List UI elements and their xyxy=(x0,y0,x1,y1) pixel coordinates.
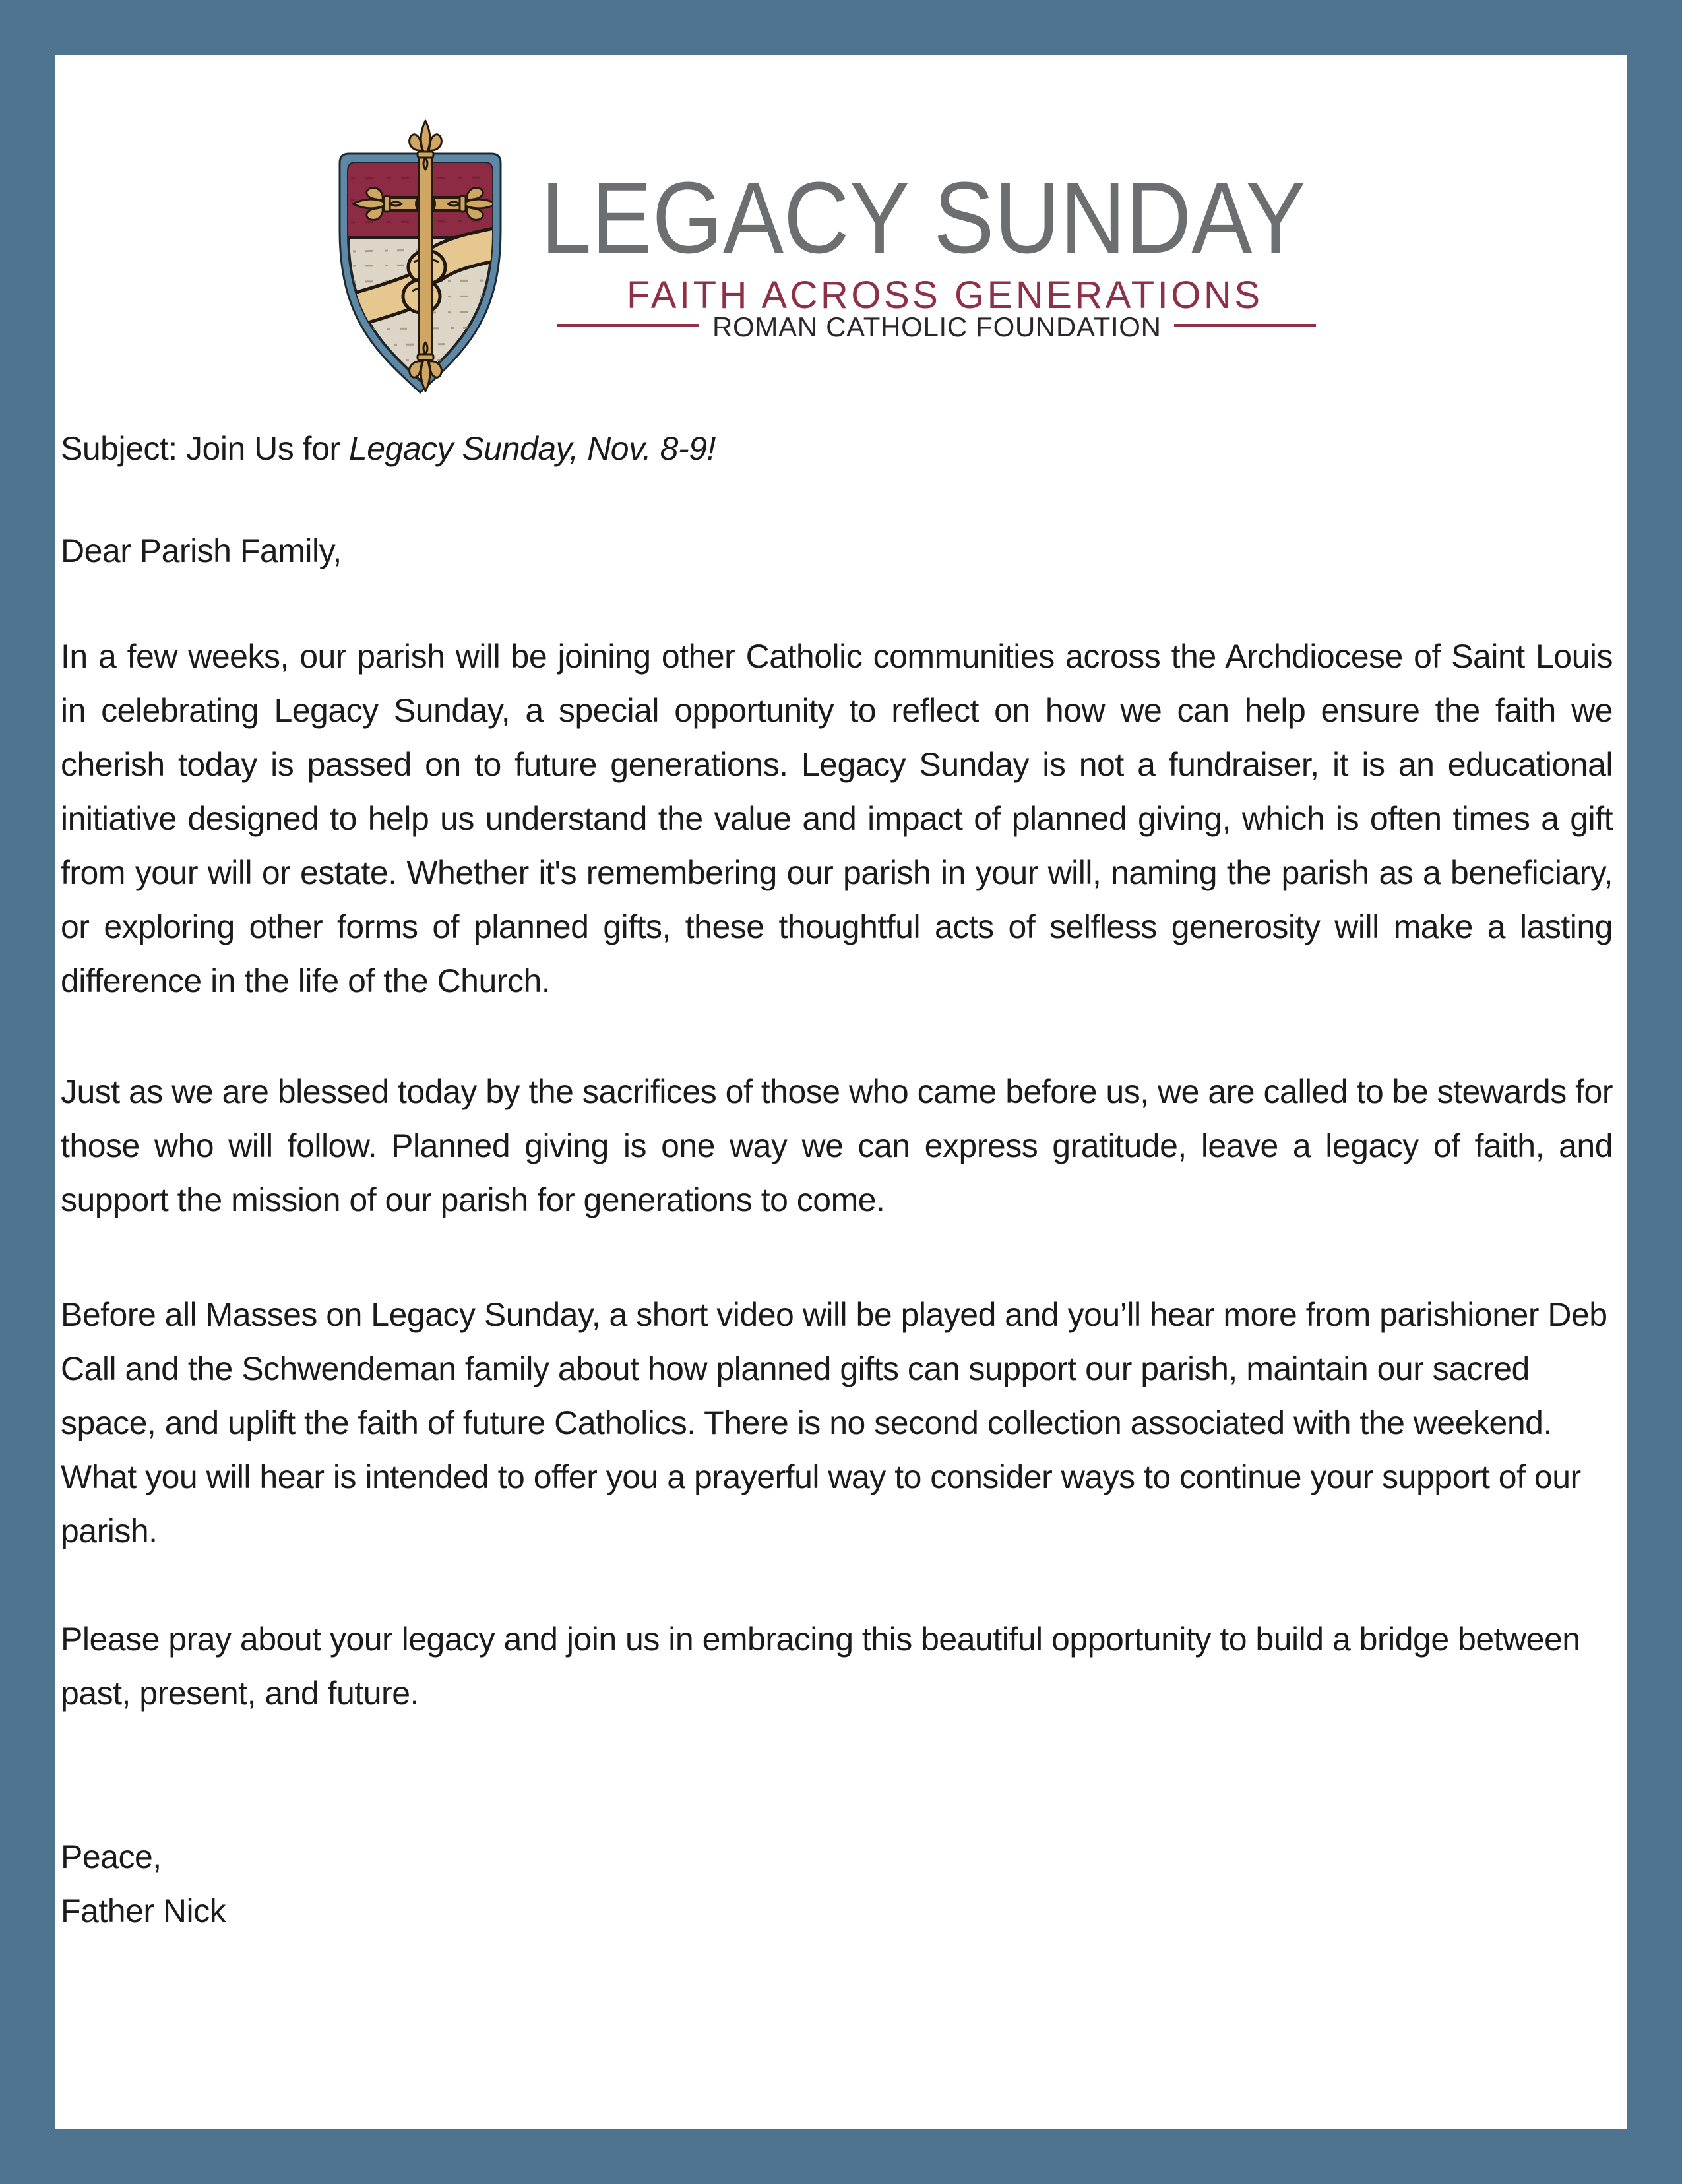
legacy-sunday-wordmark xyxy=(516,154,1394,352)
paragraph-stewardship: Just as we are blessed today by the sacrifices of those who came before us, we are called to be stewards for those who will follow. Planned giving is one way we can express gratitude, leave a legacy of faith, and support the mission of our parish for generations to come. xyxy=(61,1073,1613,1218)
paragraph-invitation: Please pray about your legacy and join us in embracing this beautiful opportunity to build a bridge between past, present, and future. xyxy=(61,1621,1580,1712)
wordmark-text: LEGACY SUNDAY xyxy=(541,161,1306,274)
subject-emphasis: Legacy Sunday, Nov. 8-9! xyxy=(348,430,716,467)
foundation-rule-left xyxy=(557,324,699,327)
closing: Peace, xyxy=(61,1838,162,1875)
subject-line xyxy=(61,421,1613,476)
signature-name: Father Nick xyxy=(61,1892,226,1929)
subject-prefix: Subject: Join Us for xyxy=(61,430,349,467)
foundation-rule-right xyxy=(1174,324,1316,327)
tagline-text: FAITH ACROSS GENERATIONS xyxy=(627,274,1260,317)
paragraph-masses: Before all Masses on Legacy Sunday, a short video will be played and you’ll hear more from parishioner Deb Call and the Schwendeman family about how planned gifts can support our parish, maintain our sacred space, and uplift the faith of future Catholics. There is no second collection associated with the weekend. What you will hear is intended to offer you a prayerful way to consider ways to continue your support of our parish. xyxy=(61,1296,1607,1549)
letterhead xyxy=(55,55,1627,404)
legacy-sunday-shield-icon xyxy=(315,115,526,399)
letter-body xyxy=(61,421,1613,1938)
letter-page xyxy=(55,55,1627,2129)
paragraph-intro: In a few weeks, our parish will be joining other Catholic communities across the Archdiocese of Saint Louis in celebrating Legacy Sunday, a special opportunity to reflect on how we can help ensure the faith we cherish today is passed on to future generations. Legacy Sunday is not a fundraiser, it is an educational initiative designed to help us understand the value and impact of planned giving, which is often times a gift from your will or estate. Whether it's remembering our parish in your will, naming the parish as a beneficiary, or exploring other forms of planned gifts, these thoughtful acts of selfless generosity will make a lasting difference in the life of the Church. xyxy=(61,638,1613,999)
foundation-text: ROMAN CATHOLIC FOUNDATION xyxy=(712,311,1161,342)
salutation: Dear Parish Family, xyxy=(61,532,342,569)
